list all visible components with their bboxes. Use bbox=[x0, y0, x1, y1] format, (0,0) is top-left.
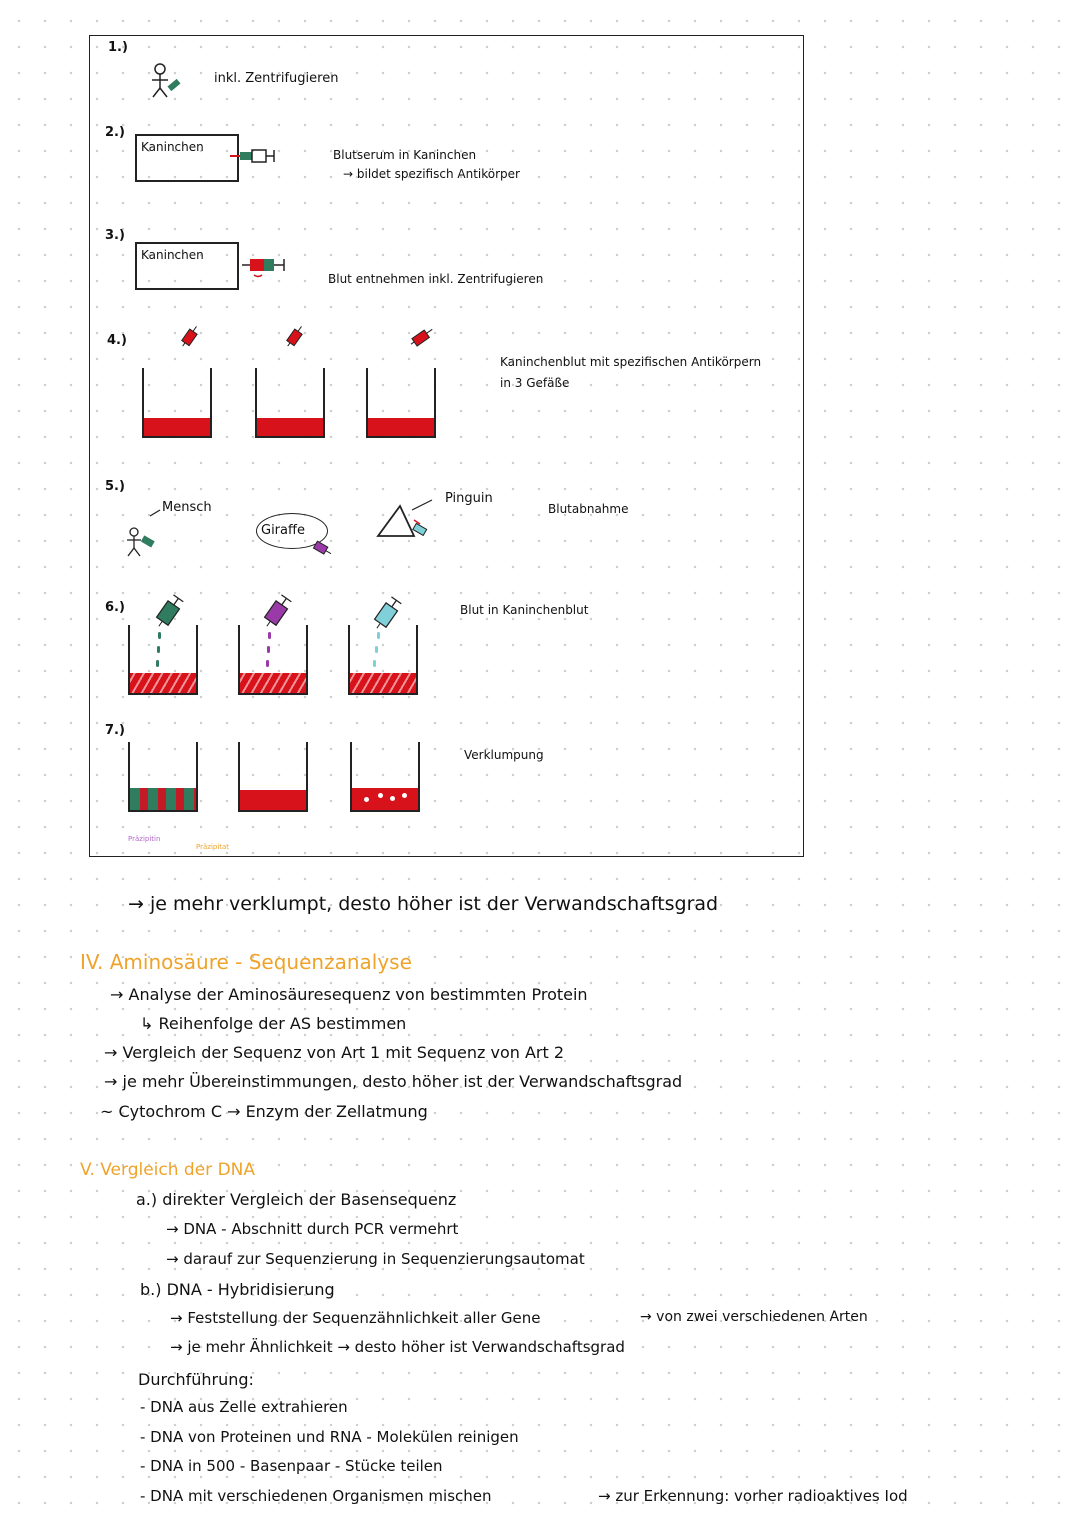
step-7-number: 7.) bbox=[105, 723, 125, 738]
section-5a-line: → darauf zur Sequenzierung in Sequenzierungsautomat bbox=[166, 1250, 585, 1268]
step-6-text: Blut in Kaninchenblut bbox=[460, 603, 589, 617]
step-2-number: 2.) bbox=[105, 125, 125, 140]
step-3-text: Blut entnehmen inkl. Zentrifugieren bbox=[328, 272, 544, 286]
section-4-line: → je mehr Übereinstimmungen, desto höher ist der Verwandschaftsgrad bbox=[104, 1072, 683, 1091]
beaker bbox=[238, 742, 308, 812]
syringe-icon bbox=[308, 540, 334, 558]
syringe-icon bbox=[228, 146, 276, 166]
rabbit-label-2: Kaninchen bbox=[141, 140, 204, 154]
person-icon bbox=[148, 62, 188, 100]
precipitin-label: Präzipitin bbox=[128, 835, 161, 843]
beaker bbox=[366, 368, 436, 438]
procedure-step: - DNA in 500 - Basenpaar - Stücke teilen bbox=[140, 1457, 443, 1475]
section-4-line: ~ Cytochrom C → Enzym der Zellatmung bbox=[100, 1102, 428, 1121]
procedure-step: - DNA mit verschiedenen Organismen mischen bbox=[140, 1487, 492, 1505]
giraffe-label: Giraffe bbox=[261, 523, 305, 538]
syringe-icon bbox=[178, 322, 204, 350]
section-5-title: V. Vergleich der DNA bbox=[80, 1160, 256, 1180]
human-figure-icon bbox=[124, 506, 166, 558]
section-5a-line: → DNA - Abschnitt durch PCR vermehrt bbox=[166, 1220, 459, 1238]
beaker bbox=[350, 742, 420, 812]
step-1-text: inkl. Zentrifugieren bbox=[214, 71, 339, 86]
conclusion-text: → je mehr verklumpt, desto höher ist der Verwandschaftsgrad bbox=[128, 893, 719, 915]
step-2-text: Blutserum in Kaninchen bbox=[333, 148, 477, 162]
step-5-text: Blutabnahme bbox=[548, 502, 629, 516]
section-5b-line: → Feststellung der Sequenzähnlichkeit aller Gene bbox=[170, 1309, 541, 1327]
procedure-title: Durchführung: bbox=[138, 1370, 254, 1389]
step-6-number: 6.) bbox=[105, 600, 125, 615]
procedure-step: - DNA von Proteinen und RNA - Molekülen reinigen bbox=[140, 1428, 519, 1446]
step-4-sub: in 3 Gefäße bbox=[500, 376, 570, 390]
penguin-label: Pinguin bbox=[445, 491, 493, 506]
procedure-step: - DNA aus Zelle extrahieren bbox=[140, 1398, 348, 1416]
syringe-icon bbox=[409, 324, 437, 350]
step-1-number: 1.) bbox=[108, 40, 128, 55]
syringe-icon bbox=[283, 322, 309, 350]
beaker bbox=[128, 625, 198, 695]
section-5b-title: b.) DNA - Hybridisierung bbox=[140, 1280, 335, 1299]
penguin-triangle-icon bbox=[372, 498, 442, 546]
step-4-text: Kaninchenblut mit spezifischen Antikörpern bbox=[500, 355, 762, 369]
step-3-number: 3.) bbox=[105, 228, 125, 243]
procedure-note: → zur Erkennung: vorher radioaktives Iod bbox=[598, 1487, 908, 1505]
rabbit-box-3 bbox=[135, 242, 239, 290]
human-label: Mensch bbox=[162, 500, 212, 515]
section-5b-line: → je mehr Ähnlichkeit → desto höher ist Verwandschaftsgrad bbox=[170, 1338, 625, 1356]
rabbit-box-2 bbox=[135, 134, 239, 182]
beaker bbox=[348, 625, 418, 695]
beaker bbox=[128, 742, 198, 812]
beaker bbox=[142, 368, 212, 438]
section-4-line: ↳ Reihenfolge der AS bestimmen bbox=[140, 1014, 407, 1033]
precipitate-label: Präzipitat bbox=[196, 843, 230, 851]
section-4-line: → Analyse der Aminosäuresequenz von bestimmten Protein bbox=[110, 985, 588, 1004]
section-4-line: → Vergleich der Sequenz von Art 1 mit Sequenz von Art 2 bbox=[104, 1043, 565, 1062]
beaker bbox=[255, 368, 325, 438]
step-7-text: Verklumpung bbox=[464, 748, 544, 762]
step-2-sub: → bildet spezifisch Antikörper bbox=[343, 167, 520, 181]
beaker bbox=[238, 625, 308, 695]
step-4-number: 4.) bbox=[107, 333, 127, 348]
section-4-title: IV. Aminosäure - Sequenzanalyse bbox=[80, 950, 412, 974]
section-5b-line: → von zwei verschiedenen Arten bbox=[640, 1309, 868, 1325]
step-5-number: 5.) bbox=[105, 479, 125, 494]
rabbit-label-3: Kaninchen bbox=[141, 248, 204, 262]
syringe-icon bbox=[240, 255, 288, 279]
section-5a-title: a.) direkter Vergleich der Basensequenz bbox=[136, 1190, 457, 1209]
